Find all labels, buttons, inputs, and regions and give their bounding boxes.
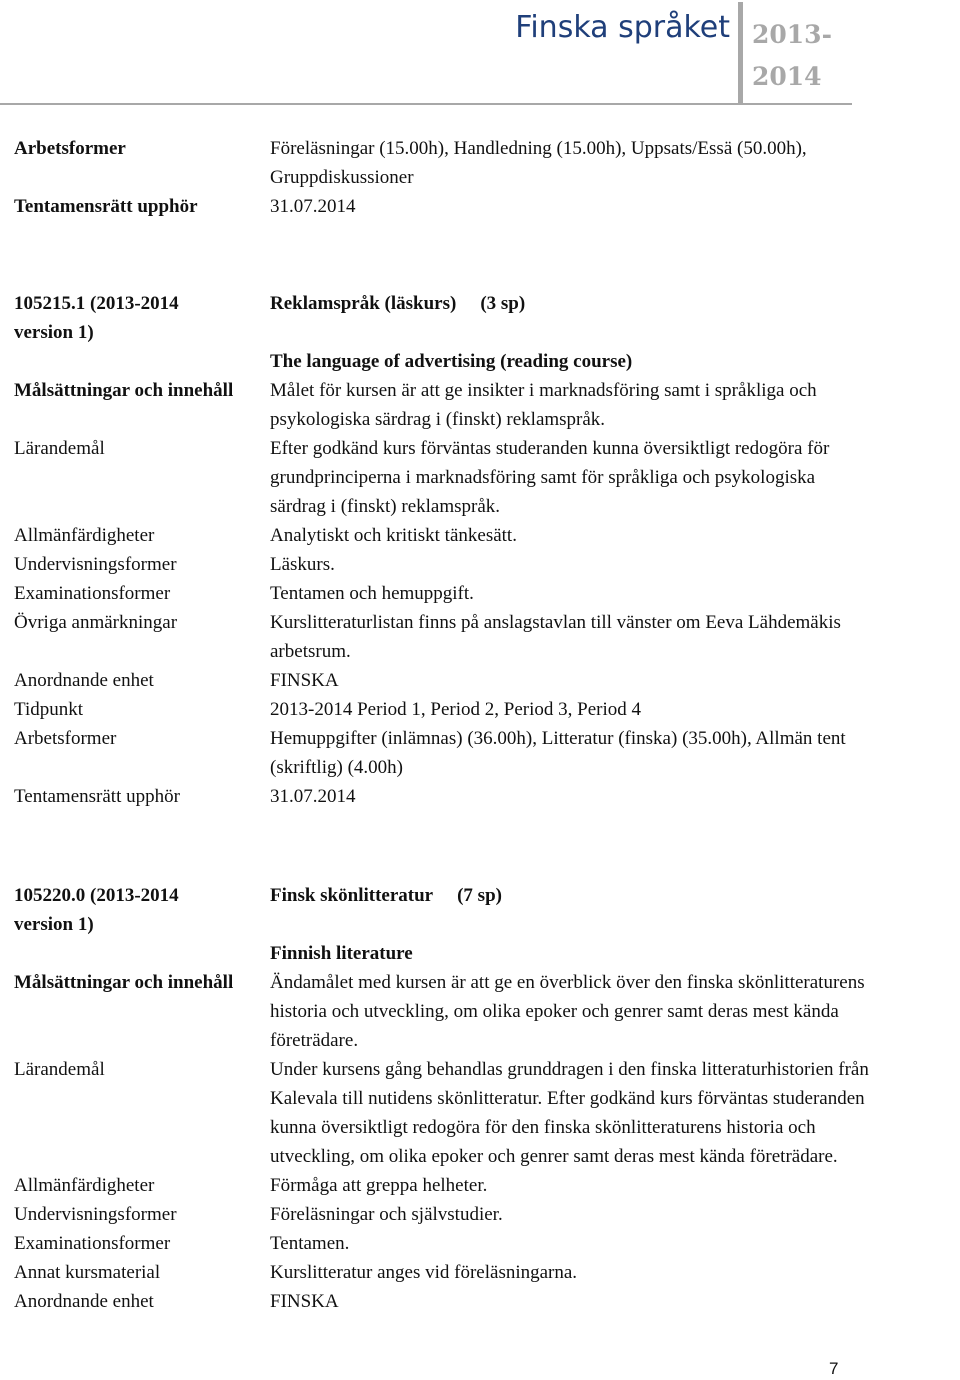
header-divider bbox=[738, 2, 743, 104]
examinationsformer-label: Examinationsformer bbox=[14, 583, 171, 604]
examinationsformer-label: Examinationsformer bbox=[14, 1233, 171, 1254]
row-ovriga-anmarkningar bbox=[14, 608, 960, 666]
course-title-row bbox=[270, 881, 960, 939]
arbetsformer-label: Arbetsformer bbox=[14, 728, 117, 749]
anordnande-value: FINSKA bbox=[270, 1291, 339, 1312]
tentamensratt-value: 31.07.2014 bbox=[270, 196, 356, 217]
english-title-row bbox=[14, 939, 960, 968]
course-code-line: 105215.1 (2013-2014 bbox=[14, 293, 179, 314]
row-examinationsformer bbox=[14, 579, 960, 608]
larandemal-label: Lärandemål bbox=[14, 438, 105, 459]
larandemal-label: Lärandemål bbox=[14, 1059, 105, 1080]
row-allmanfardigheter bbox=[14, 521, 960, 550]
page-header bbox=[0, 0, 960, 110]
row-arbetsformer bbox=[14, 134, 960, 192]
allmanfardigheter-label: Allmänfärdigheter bbox=[14, 1175, 155, 1196]
course-code bbox=[14, 289, 270, 347]
tentamensratt-label: Tentamensrätt upphör bbox=[14, 196, 198, 217]
larandemal-line: Efter godkänd kurs förväntas studeranden kunna översiktligt redogöra för bbox=[270, 438, 830, 459]
tentamensratt-label: Tentamensrätt upphör bbox=[14, 786, 180, 807]
row-undervisningsformer bbox=[14, 1200, 960, 1229]
row-allmanfardigheter bbox=[14, 1171, 960, 1200]
examinationsformer-value: Tentamen. bbox=[270, 1233, 350, 1254]
annat-kursmaterial-label: Annat kursmaterial bbox=[14, 1262, 161, 1283]
ovriga-line: arbetsrum. bbox=[270, 641, 351, 662]
malsattningar-value bbox=[270, 968, 960, 1055]
malsattningar-line: Ändamålet med kursen är att ge en överblick över den finska skönlitteraturens bbox=[270, 972, 865, 993]
undervisningsformer-label: Undervisningsformer bbox=[14, 1204, 177, 1225]
larandemal-line: grundprinciperna i marknadsföring samt för språkliga och psykologiska bbox=[270, 467, 816, 488]
larandemal-line: utveckling, om olika epoker och genrer samt deras mest kända företrädare. bbox=[270, 1146, 838, 1167]
header-year-top: 2013- bbox=[752, 20, 832, 49]
tidpunkt-label: Tidpunkt bbox=[14, 699, 83, 720]
malsattningar-line: Målet för kursen är att ge insikter i marknadsföring samt i språkliga och bbox=[270, 380, 817, 401]
row-anordnande-enhet bbox=[14, 666, 960, 695]
malsattningar-label: Målsättningar och innehåll bbox=[14, 380, 234, 401]
course-credits: (7 sp) bbox=[457, 885, 502, 906]
arbetsformer-line: Hemuppgifter (inlämnas) (36.00h), Litteratur (finska) (35.00h), Allmän tent bbox=[270, 728, 846, 749]
ovriga-label: Övriga anmärkningar bbox=[14, 612, 178, 633]
course-code-line: 105220.0 (2013-2014 bbox=[14, 885, 179, 906]
header-year-bottom: 2014 bbox=[752, 62, 822, 91]
row-tentamensratt bbox=[14, 192, 960, 221]
row-undervisningsformer bbox=[14, 550, 960, 579]
larandemal-line: särdrag i (finskt) reklamspråk. bbox=[270, 496, 501, 517]
course-credits: (3 sp) bbox=[480, 293, 526, 314]
row-malsattningar bbox=[14, 376, 960, 434]
previous-course-tail bbox=[14, 134, 960, 221]
course-code-line: version 1) bbox=[14, 322, 94, 343]
row-annat-kursmaterial bbox=[14, 1258, 960, 1287]
larandemal-line: kunna översiktligt redogöra för den finska skönlitteraturens historia och bbox=[270, 1117, 816, 1138]
anordnande-value: FINSKA bbox=[270, 670, 339, 691]
arbetsformer-line: Gruppdiskussioner bbox=[270, 167, 414, 188]
allmanfardigheter-value: Förmåga att greppa helheter. bbox=[270, 1175, 488, 1196]
undervisningsformer-value: Föreläsningar och självstudier. bbox=[270, 1204, 503, 1225]
row-arbetsformer bbox=[14, 724, 960, 782]
ovriga-line: Kurslitteraturlistan finns på anslagstavlan till vänster om Eeva Lähdemäkis bbox=[270, 612, 841, 633]
arbetsformer-line: (skriftlig) (4.00h) bbox=[270, 757, 403, 778]
course-title: Reklamspråk (läskurs) bbox=[270, 293, 457, 314]
allmanfardigheter-label: Allmänfärdigheter bbox=[14, 525, 155, 546]
course-header-row bbox=[14, 881, 960, 939]
larandemal-value bbox=[270, 1055, 960, 1171]
row-larandemal bbox=[14, 434, 960, 521]
course-title: Finsk skönlitteratur bbox=[270, 885, 434, 906]
arbetsformer-label: Arbetsformer bbox=[14, 138, 126, 159]
malsattningar-line: företrädare. bbox=[270, 1030, 359, 1051]
annat-kursmaterial-value: Kurslitteratur anges vid föreläsningarna. bbox=[270, 1262, 578, 1283]
arbetsformer-line: Föreläsningar (15.00h), Handledning (15.00h), Uppsats/Essä (50.00h), bbox=[270, 138, 807, 159]
undervisningsformer-value: Läskurs. bbox=[270, 554, 335, 575]
course-english-title: Finnish literature bbox=[270, 943, 413, 964]
row-tidpunkt bbox=[14, 695, 960, 724]
malsattningar-label: Målsättningar och innehåll bbox=[14, 972, 234, 993]
tentamensratt-value: 31.07.2014 bbox=[270, 786, 356, 807]
larandemal-value bbox=[270, 434, 960, 521]
course-english-title: The language of advertising (reading course) bbox=[270, 351, 633, 372]
row-malsattningar bbox=[14, 968, 960, 1055]
page-number: 7 bbox=[829, 1359, 839, 1378]
ovriga-value bbox=[270, 608, 960, 666]
header-rule bbox=[0, 103, 852, 105]
row-anordnande-enhet bbox=[14, 1287, 960, 1316]
arbetsformer-value bbox=[270, 134, 960, 192]
course-code-line: version 1) bbox=[14, 914, 94, 935]
anordnande-label: Anordnande enhet bbox=[14, 1291, 154, 1312]
arbetsformer-value bbox=[270, 724, 960, 782]
tidpunkt-value: 2013-2014 Period 1, Period 2, Period 3, Period 4 bbox=[270, 699, 642, 720]
malsattningar-line: historia och utveckling, om olika epoker och genrer samt deras mest kända bbox=[270, 1001, 839, 1022]
undervisningsformer-label: Undervisningsformer bbox=[14, 554, 177, 575]
row-examinationsformer bbox=[14, 1229, 960, 1258]
malsattningar-value bbox=[270, 376, 960, 434]
examinationsformer-value: Tentamen och hemuppgift. bbox=[270, 583, 474, 604]
larandemal-line: Under kursens gång behandlas grunddragen i den finska litteraturhistorien från bbox=[270, 1059, 869, 1080]
header-title: Finska språket bbox=[515, 10, 730, 45]
course-reklamsprak bbox=[14, 289, 960, 811]
larandemal-line: Kalevala till nutidens skönlitteratur. Efter godkänd kurs förväntas studeranden bbox=[270, 1088, 865, 1109]
row-tentamensratt bbox=[14, 782, 960, 811]
row-larandemal bbox=[14, 1055, 960, 1171]
allmanfardigheter-value: Analytiskt och kritiskt tänkesätt. bbox=[270, 525, 517, 546]
course-title-row bbox=[270, 289, 960, 347]
course-finsk-skonlitteratur bbox=[14, 881, 960, 1316]
english-title-row bbox=[14, 347, 960, 376]
anordnande-label: Anordnande enhet bbox=[14, 670, 154, 691]
course-header-row bbox=[14, 289, 960, 347]
course-code bbox=[14, 881, 270, 939]
malsattningar-line: psykologiska särdrag i (finskt) reklamspråk. bbox=[270, 409, 606, 430]
